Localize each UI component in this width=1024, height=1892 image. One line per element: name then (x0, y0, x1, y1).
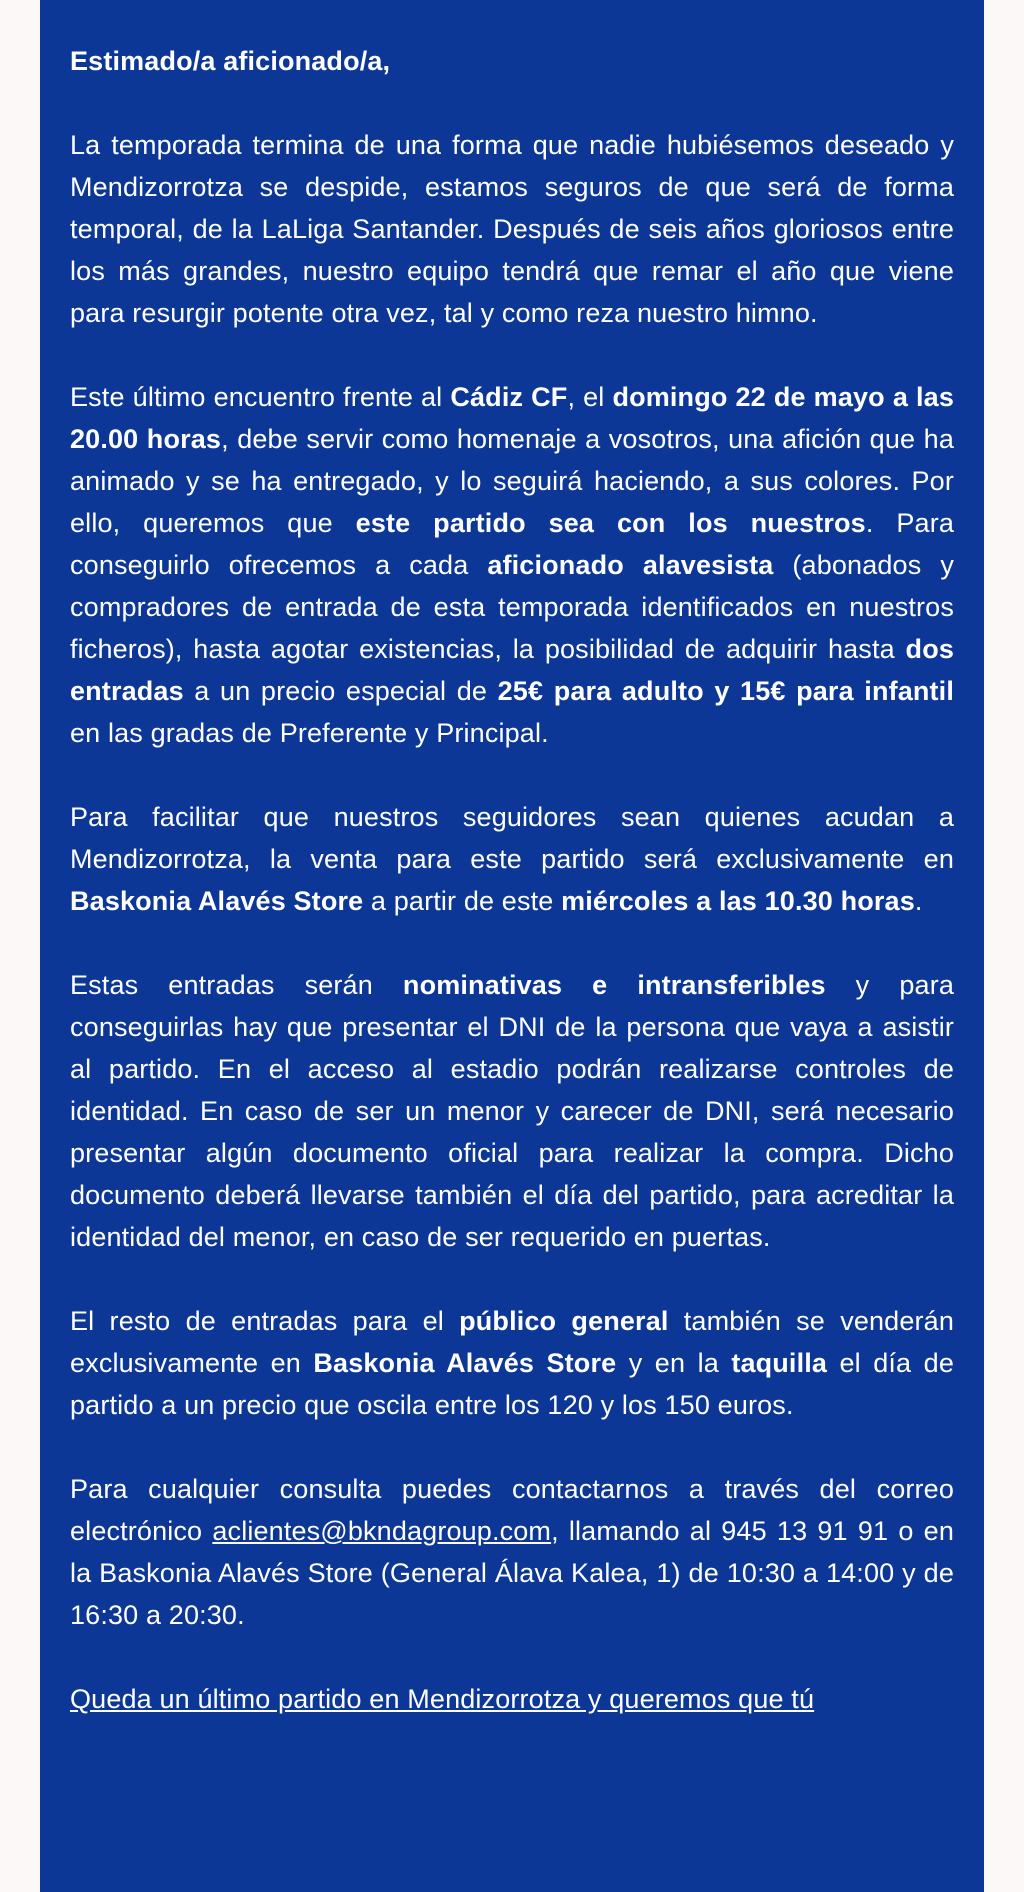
paragraph-sale-location (70, 796, 954, 922)
highlight-fan: aficionado alavesista (487, 550, 774, 580)
highlight-our-match: este partido sea con los nuestros (355, 508, 866, 538)
text-segment: Estas entradas serán (70, 970, 403, 1000)
highlight-box-office: taquilla (731, 1348, 828, 1378)
store-name: Baskonia Alavés Store (70, 886, 364, 916)
email-body (40, 0, 984, 1892)
text-segment: y para conseguirlas hay que presentar el DNI de la persona que vaya a asistir al partido. En el acceso al estadio podrán realizarse controles de identidad. En caso de ser un menor y carecer de DNI, será necesario presentar algún documento oficial para realizar la compra. Dicho documento deberá llevarse también el día del partido, para acreditar la identidad del menor, en caso de ser requerido en puertas. (70, 970, 954, 1252)
text-segment: Para facilitar que nuestros seguidores sean quienes acudan a Mendizorrotza, la venta para este partido será exclusivamente en (70, 802, 954, 874)
text-segment: , el (567, 382, 613, 412)
text-segment: Para cualquier consulta puedes contactarnos a través del correo electrónico (70, 1474, 954, 1546)
text-segment: . (914, 886, 923, 916)
paragraph-contact (70, 1468, 954, 1636)
text-segment: El resto de entradas para el (70, 1306, 460, 1336)
text-segment: , llamando al 945 13 91 91 o en la Baskonia Alavés Store (General Álava Kalea, 1) de 10:30 a 14:00 y de 16:30 a 20:30. (70, 1516, 954, 1630)
highlight-nominative: nominativas e intransferibles (402, 970, 826, 1000)
text-segment: a partir de este (363, 886, 562, 916)
highlight-two-tickets: dos entradas (70, 634, 954, 706)
text-segment: en las gradas de Preferente y Principal. (70, 718, 549, 748)
email-link[interactable]: aclientes@bkndagroup.com (212, 1516, 552, 1546)
ticket-prices: 25€ para adulto y 15€ para infantil (497, 676, 954, 706)
highlight-general-public: público general (459, 1306, 669, 1336)
text-segment: el día de partido a un precio que oscila entre los 120 y los 150 euros. (70, 1348, 954, 1420)
text-segment: a un precio especial de (183, 676, 498, 706)
opponent-name: Cádiz CF (450, 382, 568, 412)
paragraph-season-end: La temporada termina de una forma que nadie hubiésemos deseado y Mendizorrotza se despide, estamos seguros de que será de forma temporal, de la LaLiga Santander. Después de seis años gloriosos entre los más grandes, nuestro equipo tendrá que remar el año que viene para resurgir potente otra vez, tal y como reza nuestro himno. (70, 130, 954, 328)
paragraph-last-match (70, 376, 954, 754)
text-segment: (abonados y compradores de entrada de esta temporada identificados en nuestros ficheros), hasta agotar existencias, la posibilidad de adquirir hasta (70, 550, 954, 664)
greeting: Estimado/a aficionado/a, (70, 46, 391, 76)
sale-start-time: miércoles a las 10.30 horas (561, 886, 915, 916)
paragraph-closing: Queda un último partido en Mendizorrotza y queremos que tú (70, 1684, 815, 1714)
text-segment: Este último encuentro frente al (70, 382, 451, 412)
text-segment: y en la (616, 1348, 732, 1378)
text-segment: , debe servir como homenaje a vosotros, una afición que ha animado y se ha entregado, y lo seguirá haciendo, a sus colores. Por ello, queremos que (70, 424, 954, 538)
store-name: Baskonia Alavés Store (313, 1348, 617, 1378)
match-datetime: domingo 22 de mayo a las 20.00 horas (70, 382, 955, 454)
paragraph-general-public (70, 1300, 954, 1426)
text-segment: también se venderán exclusivamente en (70, 1306, 954, 1378)
text-segment: . Para conseguirlo ofrecemos a cada (70, 508, 955, 580)
paragraph-nominative-tickets (70, 964, 954, 1258)
